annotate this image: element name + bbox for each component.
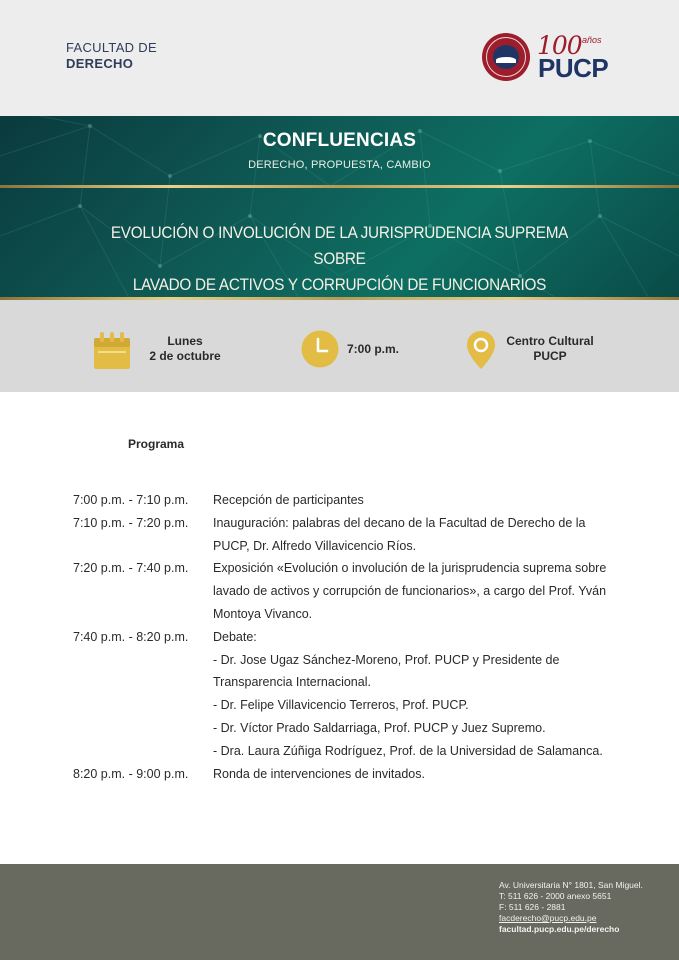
event-date <box>145 334 225 364</box>
event-place <box>505 334 595 364</box>
program-schedule <box>73 489 621 785</box>
faculty-name <box>66 40 157 72</box>
schedule-row <box>73 489 621 512</box>
schedule-description-line: - Dr. Víctor Prado Saldarriaga, Prof. PUCP y Juez Supremo. <box>213 720 546 735</box>
schedule-description-line: Ronda de intervenciones de invitados. <box>213 766 425 781</box>
gold-divider <box>0 185 679 188</box>
schedule-description <box>213 763 621 786</box>
university-seal-icon <box>482 33 530 81</box>
schedule-description-line: lavado de activos y corrupción de funcionarios», a cargo del Prof. Yván <box>213 584 607 599</box>
series-title: CONFLUENCIAS <box>262 130 417 151</box>
schedule-description <box>213 489 621 512</box>
event-title-line-1: EVOLUCIÓN O INVOLUCIÓN DE LA JURISPRUDENCIA SUPREMA SOBRE <box>110 223 569 268</box>
schedule-row <box>73 763 621 786</box>
schedule-row <box>73 512 621 558</box>
schedule-description <box>213 557 621 625</box>
schedule-row <box>73 626 621 763</box>
schedule-time: 8:20 p.m. - 9:00 p.m. <box>73 766 189 781</box>
schedule-time: 7:00 p.m. - 7:10 p.m. <box>73 493 189 507</box>
schedule-description-line: PUCP, Dr. Alfredo Villavicencio Ríos. <box>213 538 417 553</box>
footer-fax: F: 511 626 - 2881 <box>499 902 566 912</box>
faculty-line-2: DERECHO <box>66 56 134 71</box>
event-banner <box>0 116 679 300</box>
schedule-description-line: Transparencia Internacional. <box>213 675 371 690</box>
footer-phone: T: 511 626 - 2000 anexo 5651 <box>499 891 612 901</box>
schedule-description-line: - Dr. Felipe Villavicencio Terreros, Prof. PUCP. <box>213 698 469 713</box>
event-day: Lunes <box>167 334 203 348</box>
clock-icon <box>301 330 339 368</box>
event-title <box>88 220 591 298</box>
calendar-icon <box>93 330 131 370</box>
schedule-description-line: - Dr. Jose Ugaz Sánchez-Moreno, Prof. PUCP y Presidente de <box>213 652 560 667</box>
contact-info <box>499 880 643 935</box>
schedule-row <box>73 557 621 625</box>
schedule-description-line: Recepción de participantes <box>213 493 364 507</box>
series-subtitle: DERECHO, PROPUESTA, CAMBIO <box>248 159 431 171</box>
footer-address: Av. Universitaria N° 1801, San Miguel. <box>499 880 643 890</box>
schedule-description-line: - Dra. Laura Zúñiga Rodríguez, Prof. de la Universidad de Salamanca. <box>213 743 603 758</box>
schedule-description-line: Exposición «Evolución o involución de la jurisprudencia suprema sobre <box>213 561 607 576</box>
program-heading: Programa <box>128 437 185 451</box>
schedule-description <box>213 626 621 763</box>
centenary-anos: años <box>582 35 602 45</box>
event-title-line-2: LAVADO DE ACTIVOS Y CORRUPCIÓN DE FUNCIONARIOS <box>132 275 547 294</box>
event-time: 7:00 p.m. <box>346 342 400 356</box>
event-info-strip <box>0 300 679 392</box>
footer-email-link[interactable]: facderecho@pucp.edu.pe <box>499 913 597 923</box>
centenary-number: 100 <box>537 31 582 60</box>
event-date-text: 2 de octubre <box>149 349 221 363</box>
location-pin-icon <box>466 330 496 370</box>
schedule-description-line: Montoya Vivanco. <box>213 606 313 621</box>
event-place-line-2: PUCP <box>533 349 567 363</box>
footer-bar <box>0 864 679 960</box>
schedule-time: 7:40 p.m. - 8:20 p.m. <box>73 629 189 644</box>
footer-website-link[interactable]: facultad.pucp.edu.pe/derecho <box>499 924 620 934</box>
header-bar <box>0 0 679 116</box>
schedule-description <box>213 512 621 558</box>
pucp-logo-text: PUCP <box>538 53 609 83</box>
faculty-line-1: FACULTAD DE <box>66 40 157 55</box>
event-place-line-1: Centro Cultural <box>506 334 594 348</box>
schedule-description-line: Inauguración: palabras del decano de la Facultad de Derecho de la <box>213 515 586 530</box>
schedule-description-line: Debate: <box>213 629 257 644</box>
schedule-time: 7:20 p.m. - 7:40 p.m. <box>73 561 189 576</box>
schedule-time: 7:10 p.m. - 7:20 p.m. <box>73 515 189 530</box>
